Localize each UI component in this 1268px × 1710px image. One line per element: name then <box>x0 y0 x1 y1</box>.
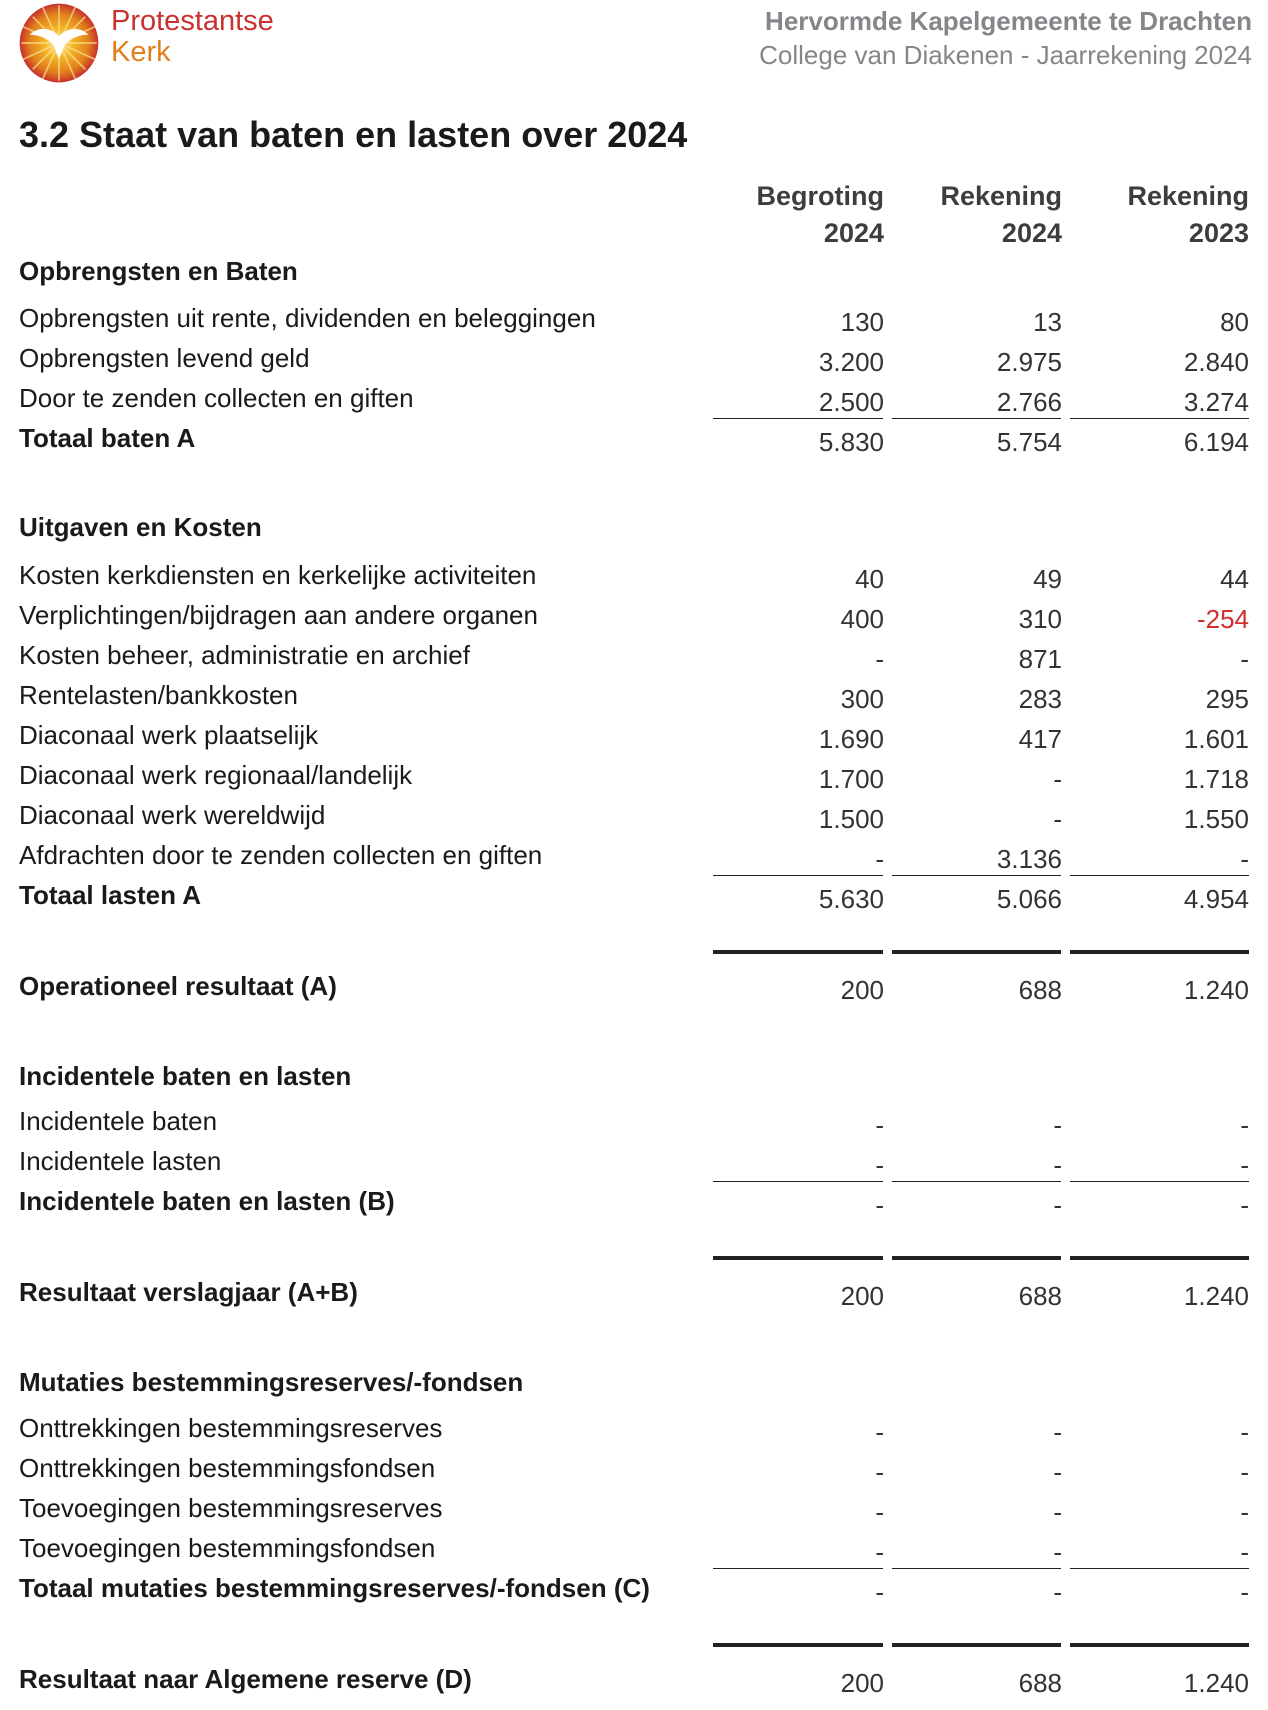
result-rule <box>892 1643 1061 1647</box>
table-row <box>0 840 1268 880</box>
cell-value: 688 <box>1018 975 1062 1005</box>
result-rule <box>713 1643 883 1647</box>
result-rule <box>1070 950 1249 954</box>
cell-value: - <box>1240 1537 1249 1567</box>
row-label: Verplichtingen/bijdragen aan andere organen <box>19 600 538 630</box>
row-label: Uitgaven en Kosten <box>19 512 262 542</box>
cell-value: - <box>1240 1457 1249 1487</box>
row-label: Door te zenden collecten en giften <box>19 383 414 413</box>
cell-value: 417 <box>1018 724 1062 754</box>
subtotal-rule <box>892 1568 1061 1569</box>
row-label: Opbrengsten en Baten <box>19 256 298 286</box>
cell-value: - <box>875 1537 884 1567</box>
cell-value: 295 <box>1205 684 1249 714</box>
subtotal-rule <box>713 1181 883 1182</box>
cell-value: 5.630 <box>818 884 884 914</box>
column-header-line2: 2024 <box>823 218 884 248</box>
cell-value: 6.194 <box>1183 427 1249 457</box>
table-row <box>0 720 1268 760</box>
cell-value: - <box>1053 1417 1062 1447</box>
row-label: Diaconaal werk regionaal/landelijk <box>19 760 413 790</box>
table-row <box>0 383 1268 423</box>
column-header-line1: Rekening <box>940 181 1062 211</box>
column-header-begroting-2024 <box>757 178 885 252</box>
cell-value: - <box>875 1577 884 1607</box>
subtotal-rule <box>713 875 883 876</box>
cell-value: 1.718 <box>1183 764 1249 794</box>
subtotal-rule <box>892 1181 1061 1182</box>
cell-value: 200 <box>840 1281 884 1311</box>
cell-value: 2.766 <box>996 387 1062 417</box>
subtotal-rule <box>1070 875 1249 876</box>
table-row <box>0 1533 1268 1573</box>
subtotal-rule <box>713 1568 883 1569</box>
row-label: Onttrekkingen bestemmingsfondsen <box>19 1453 436 1483</box>
row-label: Resultaat naar Algemene reserve (D) <box>19 1664 472 1694</box>
cell-value: 1.500 <box>818 804 884 834</box>
column-header-rekening-2024 <box>940 178 1062 252</box>
row-label: Toevoegingen bestemmingsfondsen <box>19 1533 436 1563</box>
cell-value: 310 <box>1018 604 1062 634</box>
table-row <box>0 1453 1268 1493</box>
logo-line-1: Protestantse <box>111 5 274 37</box>
section-heading <box>0 256 1268 296</box>
cell-value: 300 <box>840 684 884 714</box>
result-row <box>0 971 1268 1011</box>
table-row <box>0 640 1268 680</box>
cell-value: 688 <box>1018 1281 1062 1311</box>
cell-value: 40 <box>855 564 884 594</box>
logo-line-2: Kerk <box>111 36 171 68</box>
result-rule <box>1070 1643 1249 1647</box>
cell-value: 44 <box>1220 564 1249 594</box>
table-row <box>0 1146 1268 1186</box>
row-label: Afdrachten door te zenden collecten en giften <box>19 840 543 870</box>
result-rule <box>713 950 883 954</box>
subtotal-rule <box>713 418 883 419</box>
row-label: Resultaat verslagjaar (A+B) <box>19 1277 358 1307</box>
row-label: Toevoegingen bestemmingsreserves <box>19 1493 443 1523</box>
row-label: Incidentele lasten <box>19 1146 222 1176</box>
row-label: Diaconaal werk wereldwijd <box>19 800 326 830</box>
row-label: Incidentele baten en lasten (B) <box>19 1186 395 1216</box>
table-row <box>0 303 1268 343</box>
row-label: Totaal mutaties bestemmingsreserves/-fondsen (C) <box>19 1573 650 1603</box>
cell-value: - <box>1240 844 1249 874</box>
row-label: Mutaties bestemmingsreserves/-fondsen <box>19 1367 524 1397</box>
cell-value: - <box>1053 1457 1062 1487</box>
cell-value: - <box>1240 644 1249 674</box>
cell-value: - <box>1240 1190 1249 1220</box>
column-header-line2: 2023 <box>1188 218 1249 248</box>
cell-value: - <box>1240 1110 1249 1140</box>
cell-value: - <box>875 1110 884 1140</box>
table-row <box>0 600 1268 640</box>
row-label: Totaal lasten A <box>19 880 202 910</box>
cell-value: 400 <box>840 604 884 634</box>
row-label: Incidentele baten en lasten <box>19 1061 352 1091</box>
table-row <box>0 680 1268 720</box>
row-label: Opbrengsten levend geld <box>19 343 310 373</box>
table-row <box>0 760 1268 800</box>
cell-value: 2.975 <box>996 347 1062 377</box>
row-label: Opbrengsten uit rente, dividenden en beleggingen <box>19 303 596 333</box>
cell-value: 80 <box>1220 307 1249 337</box>
subtotal-rule <box>1070 1181 1249 1182</box>
cell-value: 1.240 <box>1183 975 1249 1005</box>
cell-value: 200 <box>840 1668 884 1698</box>
cell-value: - <box>875 1150 884 1180</box>
page-title: 3.2 Staat van baten en lasten over 2024 <box>19 114 688 155</box>
cell-value: 1.240 <box>1183 1281 1249 1311</box>
result-row <box>0 1664 1268 1704</box>
cell-value: - <box>1240 1497 1249 1527</box>
column-header-rekening-2023 <box>1127 178 1249 252</box>
cell-value: - <box>1053 1190 1062 1220</box>
organization-name: Hervormde Kapelgemeente te Drachten <box>765 6 1252 36</box>
cell-value: - <box>1053 804 1062 834</box>
cell-value: 2.840 <box>1183 347 1249 377</box>
total-row <box>0 1186 1268 1226</box>
cell-value: - <box>875 1457 884 1487</box>
cell-value: -254 <box>1196 604 1249 634</box>
cell-value: 3.200 <box>818 347 884 377</box>
subtotal-rule <box>1070 1568 1249 1569</box>
cell-value: 5.066 <box>996 884 1062 914</box>
cell-value: 3.136 <box>996 844 1062 874</box>
cell-value: - <box>1240 1577 1249 1607</box>
row-label: Diaconaal werk plaatselijk <box>19 720 319 750</box>
cell-value: 3.274 <box>1183 387 1249 417</box>
total-row <box>0 880 1268 920</box>
cell-value: 130 <box>840 307 884 337</box>
row-label: Rentelasten/bankkosten <box>19 680 298 710</box>
subtotal-rule <box>892 418 1061 419</box>
section-heading <box>0 1061 1268 1101</box>
cell-value: - <box>1053 1537 1062 1567</box>
column-header-line2: 2024 <box>1001 218 1062 248</box>
cell-value: 1.700 <box>818 764 884 794</box>
column-header-line1: Rekening <box>1127 181 1249 211</box>
cell-value: 1.550 <box>1183 804 1249 834</box>
logo-wordmark <box>111 6 274 68</box>
row-label: Operationeel resultaat (A) <box>19 971 337 1001</box>
cell-value: - <box>875 1190 884 1220</box>
cell-value: 1.690 <box>818 724 884 754</box>
cell-value: 49 <box>1033 564 1062 594</box>
table-row <box>0 1493 1268 1533</box>
cell-value: 5.830 <box>818 427 884 457</box>
section-heading <box>0 1367 1268 1407</box>
cell-value: 200 <box>840 975 884 1005</box>
row-label: Onttrekkingen bestemmingsreserves <box>19 1413 443 1443</box>
cell-value: - <box>1053 764 1062 794</box>
document-subtitle: College van Diakenen - Jaarrekening 2024 <box>759 40 1252 70</box>
result-rule <box>713 1256 883 1260</box>
result-row <box>0 1277 1268 1317</box>
section-heading <box>0 512 1268 552</box>
cell-value: - <box>1240 1417 1249 1447</box>
total-row <box>0 423 1268 463</box>
table-row <box>0 343 1268 383</box>
column-header-line1: Begroting <box>756 181 884 211</box>
row-label: Kosten beheer, administratie en archief <box>19 640 470 670</box>
cell-value: - <box>1053 1150 1062 1180</box>
cell-value: - <box>875 1417 884 1447</box>
cell-value: - <box>875 1497 884 1527</box>
cell-value: 871 <box>1018 644 1062 674</box>
result-rule <box>892 1256 1061 1260</box>
cell-value: 4.954 <box>1183 884 1249 914</box>
table-row <box>0 560 1268 600</box>
cell-value: - <box>875 644 884 674</box>
subtotal-rule <box>1070 418 1249 419</box>
cell-value: 688 <box>1018 1668 1062 1698</box>
result-rule <box>1070 1256 1249 1260</box>
row-label: Totaal baten A <box>19 423 196 453</box>
row-label: Kosten kerkdiensten en kerkelijke activiteiten <box>19 560 537 590</box>
cell-value: 2.500 <box>818 387 884 417</box>
cell-value: - <box>1053 1497 1062 1527</box>
cell-value: 1.601 <box>1183 724 1249 754</box>
table-row <box>0 1413 1268 1453</box>
result-rule <box>892 950 1061 954</box>
document-header <box>759 4 1252 72</box>
cell-value: - <box>1053 1577 1062 1607</box>
table-row <box>0 1106 1268 1146</box>
protestantse-kerk-logo-icon <box>18 2 100 84</box>
cell-value: 1.240 <box>1183 1668 1249 1698</box>
row-label: Incidentele baten <box>19 1106 218 1136</box>
cell-value: - <box>875 844 884 874</box>
cell-value: - <box>1053 1110 1062 1140</box>
cell-value: 13 <box>1033 307 1062 337</box>
table-row <box>0 800 1268 840</box>
total-row <box>0 1573 1268 1613</box>
cell-value: - <box>1240 1150 1249 1180</box>
cell-value: 283 <box>1018 684 1062 714</box>
subtotal-rule <box>892 875 1061 876</box>
cell-value: 5.754 <box>996 427 1062 457</box>
